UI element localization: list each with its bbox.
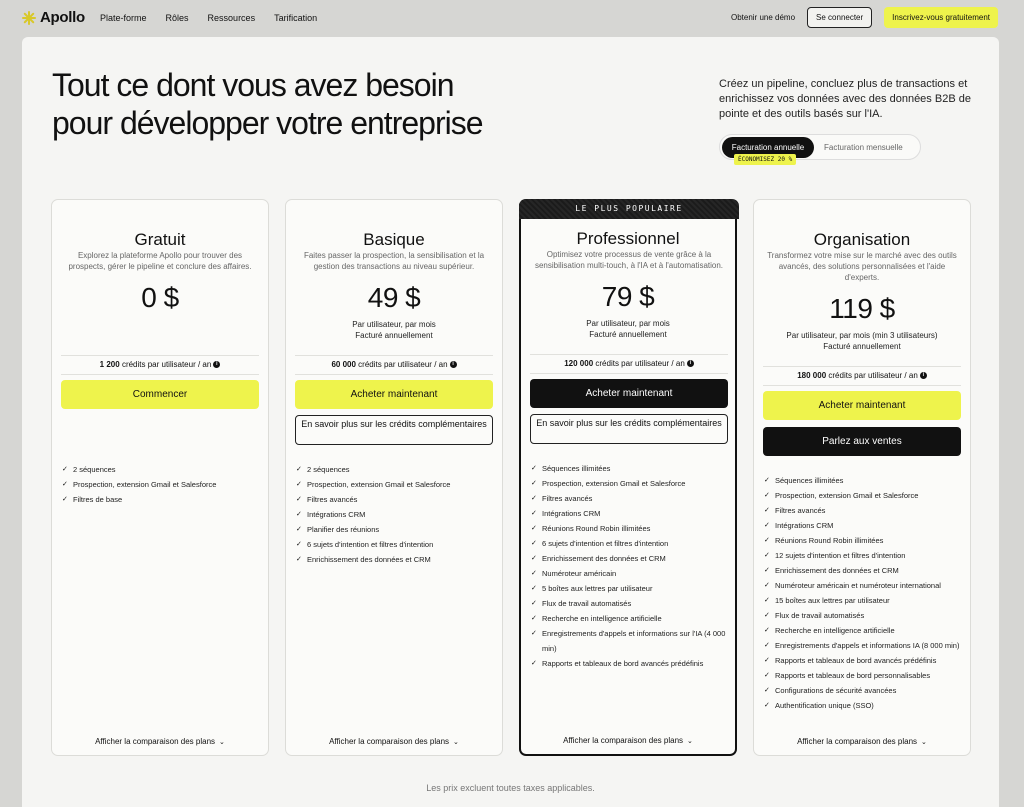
chevron-down-icon: ⌄ [921, 739, 927, 746]
feature-list [296, 462, 496, 567]
feature-item: ✓ Rapports et tableaux de bord personnalisables [764, 668, 964, 683]
billing-annual-option[interactable]: Facturation annuelle [722, 137, 814, 158]
feature-item: ✓ Planifier des réunions [296, 522, 496, 537]
compare-plans-label: Afficher la comparaison des plans [329, 737, 450, 746]
feature-item: ✓ Prospection, extension Gmail et Salesforce [62, 477, 262, 492]
plan-name: Professionnel [576, 229, 680, 248]
top-nav [0, 0, 1024, 36]
feature-item: ✓ Intégrations CRM [296, 507, 496, 522]
feature-item: ✓ Flux de travail automatisés [764, 608, 964, 623]
feature-item: ✓ Configurations de sécurité avancées [764, 683, 964, 698]
feature-item: ✓ Flux de travail automatisés [531, 596, 731, 611]
feature-item: ✓ Réunions Round Robin illimitées [764, 533, 964, 548]
feature-item: ✓ Enrichissement des données et CRM [531, 551, 731, 566]
plan-per: Par utilisateur, par mois [586, 319, 670, 328]
plan-description: Faites passer la prospection, la sensibilisation et la gestion des transactions au niveau supérieur. [303, 251, 485, 271]
feature-list [764, 473, 964, 713]
buy-now-button[interactable]: Acheter maintenant [763, 391, 961, 420]
plan-billing: Facturé annuellement [823, 342, 901, 351]
learn-more-credits-button[interactable]: En savoir plus sur les crédits complémentaires [530, 414, 728, 444]
feature-list [531, 461, 731, 671]
brand-name: Apollo [40, 9, 85, 26]
chevron-down-icon: ⌄ [219, 739, 225, 746]
get-demo-link[interactable]: Obtenir une démo [730, 13, 796, 22]
feature-item: ✓ Numéroteur américain [531, 566, 731, 581]
nav-actions [731, 7, 998, 28]
plan-billing-info [754, 330, 970, 352]
plan-price: 79 $ [601, 281, 655, 312]
nav-link-roles[interactable]: Rôles [165, 13, 189, 23]
feature-item: ✓ Rapports et tableaux de bord avancés prédéfinis [764, 653, 964, 668]
credits-label: crédits par utilisateur / an [595, 359, 685, 368]
feature-item: ✓ Rapports et tableaux de bord avancés prédéfinis [531, 656, 731, 671]
feature-item: ✓ Intégrations CRM [531, 506, 731, 521]
feature-item: ✓ 6 sujets d'intention et filtres d'intention [531, 536, 731, 551]
page-subtitle: Créez un pipeline, concluez plus de transactions et enrichissez vos données avec des données B2B de pointe et des outils basés sur l'IA. [719, 78, 971, 120]
apollo-logo-icon [22, 11, 36, 25]
plan-name: Gratuit [134, 230, 186, 249]
plan-billing: Facturé annuellement [355, 331, 433, 340]
feature-item: ✓ 2 séquences [296, 462, 496, 477]
feature-item: ✓ 6 sujets d'intention et filtres d'intention [296, 537, 496, 552]
nav-link-pricing[interactable]: Tarification [274, 13, 318, 23]
tax-footnote: Les prix excluent toutes taxes applicables. [426, 783, 595, 793]
feature-item: ✓ Filtres de base [62, 492, 262, 507]
compare-plans-link[interactable] [52, 737, 268, 746]
start-button[interactable]: Commencer [61, 380, 259, 409]
apollo-logo[interactable] [22, 9, 85, 26]
page-title: Tout ce dont vous avez besoin pour développer votre entreprise [52, 67, 483, 141]
plan-credits [763, 366, 961, 386]
feature-list [62, 462, 262, 507]
plan-price: 0 $ [141, 282, 179, 313]
feature-item: ✓ Filtres avancés [296, 492, 496, 507]
plan-card-professional [519, 199, 737, 756]
talk-to-sales-button[interactable]: Parlez aux ventes [763, 427, 961, 456]
feature-item: ✓ Séquences illimitées [531, 461, 731, 476]
plan-card-basic [285, 199, 503, 756]
feature-item: ✓ Enrichissement des données et CRM [764, 563, 964, 578]
compare-plans-label: Afficher la comparaison des plans [563, 736, 684, 745]
nav-link-platform[interactable]: Plate-forme [100, 13, 147, 23]
feature-item: ✓ Numéroteur américain et numéroteur international [764, 578, 964, 593]
feature-item: ✓ Recherche en intelligence artificielle [764, 623, 964, 638]
feature-item: ✓ Réunions Round Robin illimitées [531, 521, 731, 536]
compare-plans-link[interactable] [521, 736, 735, 745]
feature-item: ✓ Prospection, extension Gmail et Salesforce [764, 488, 964, 503]
save-badge: ÉCONOMISEZ 20 % [734, 154, 796, 165]
learn-more-credits-button[interactable]: En savoir plus sur les crédits complémentaires [295, 415, 493, 445]
plan-billing-info [286, 319, 502, 341]
signup-button[interactable]: Inscrivez-vous gratuitement [884, 7, 998, 28]
compare-plans-link[interactable] [286, 737, 502, 746]
plan-description: Transformez votre mise sur le marché avec des outils avancés, des solutions personnalisées et l'aide d'experts. [767, 251, 957, 282]
feature-item: ✓ 12 sujets d'intention et filtres d'intention [764, 548, 964, 563]
feature-item: ✓ Enregistrements d'appels et informations sur l'IA (4 000 min) [531, 626, 731, 656]
credits-label: crédits par utilisateur / an [121, 360, 212, 369]
plan-price: 119 $ [829, 293, 895, 324]
feature-item: ✓ Enregistrements d'appels et informations IA (8 000 min) [764, 638, 964, 653]
nav-link-resources[interactable]: Ressources [207, 13, 256, 23]
chevron-down-icon: ⌄ [687, 738, 693, 745]
plan-credits [61, 355, 259, 375]
feature-item: ✓ 5 boîtes aux lettres par utilisateur [531, 581, 731, 596]
plan-billing: Facturé annuellement [589, 330, 667, 339]
plan-description: Explorez la plateforme Apollo pour trouver des prospects, gérer le pipeline et conclure des affaires. [68, 251, 252, 271]
plan-price: 49 $ [367, 282, 421, 313]
plan-credits [295, 355, 493, 375]
chevron-down-icon: ⌄ [453, 739, 459, 746]
credits-amount: 180 000 [797, 371, 827, 380]
feature-item: ✓ Filtres avancés [764, 503, 964, 518]
feature-item: ✓ Prospection, extension Gmail et Salesforce [296, 477, 496, 492]
info-icon[interactable]: i [687, 360, 694, 367]
login-button[interactable]: Se connecter [807, 7, 872, 28]
plan-name: Basique [363, 230, 425, 249]
pricing-panel [22, 37, 999, 807]
credits-amount: 60 000 [331, 360, 356, 369]
plan-billing-info [521, 318, 735, 340]
info-icon[interactable]: i [213, 361, 220, 368]
feature-item: ✓ Authentification unique (SSO) [764, 698, 964, 713]
feature-item: ✓ 2 séquences [62, 462, 262, 477]
most-popular-banner: LE PLUS POPULAIRE [519, 199, 739, 219]
compare-plans-label: Afficher la comparaison des plans [95, 737, 216, 746]
plan-per: Par utilisateur, par mois [352, 320, 436, 329]
plan-per: Par utilisateur, par mois (min 3 utilisateurs) [786, 331, 938, 340]
buy-now-button[interactable]: Acheter maintenant [530, 379, 728, 408]
feature-item: ✓ Recherche en intelligence artificielle [531, 611, 731, 626]
credits-label: crédits par utilisateur / an [828, 371, 918, 380]
info-icon[interactable]: i [920, 372, 927, 379]
buy-now-button[interactable]: Acheter maintenant [295, 380, 493, 409]
feature-item: ✓ 15 boîtes aux lettres par utilisateur [764, 593, 964, 608]
credits-amount: 1 200 [99, 360, 120, 369]
feature-item: ✓ Filtres avancés [531, 491, 731, 506]
feature-item: ✓ Séquences illimitées [764, 473, 964, 488]
credits-label: crédits par utilisateur / an [358, 360, 448, 369]
billing-monthly-option[interactable]: Facturation mensuelle [824, 143, 903, 152]
plan-card-organization [753, 199, 971, 756]
feature-item: ✓ Enrichissement des données et CRM [296, 552, 496, 567]
compare-plans-link[interactable] [754, 737, 970, 746]
feature-item: ✓ Prospection, extension Gmail et Salesforce [531, 476, 731, 491]
info-icon[interactable]: i [450, 361, 457, 368]
credits-amount: 120 000 [564, 359, 594, 368]
compare-plans-label: Afficher la comparaison des plans [797, 737, 918, 746]
feature-item: ✓ Intégrations CRM [764, 518, 964, 533]
plan-name: Organisation [813, 230, 911, 249]
nav-links [100, 13, 317, 23]
plan-description: Optimisez votre processus de vente grâce à la sensibilisation multi-touch, à l'IA et à l'automatisation. [534, 250, 724, 270]
plan-credits [530, 354, 728, 374]
plan-card-free [51, 199, 269, 756]
